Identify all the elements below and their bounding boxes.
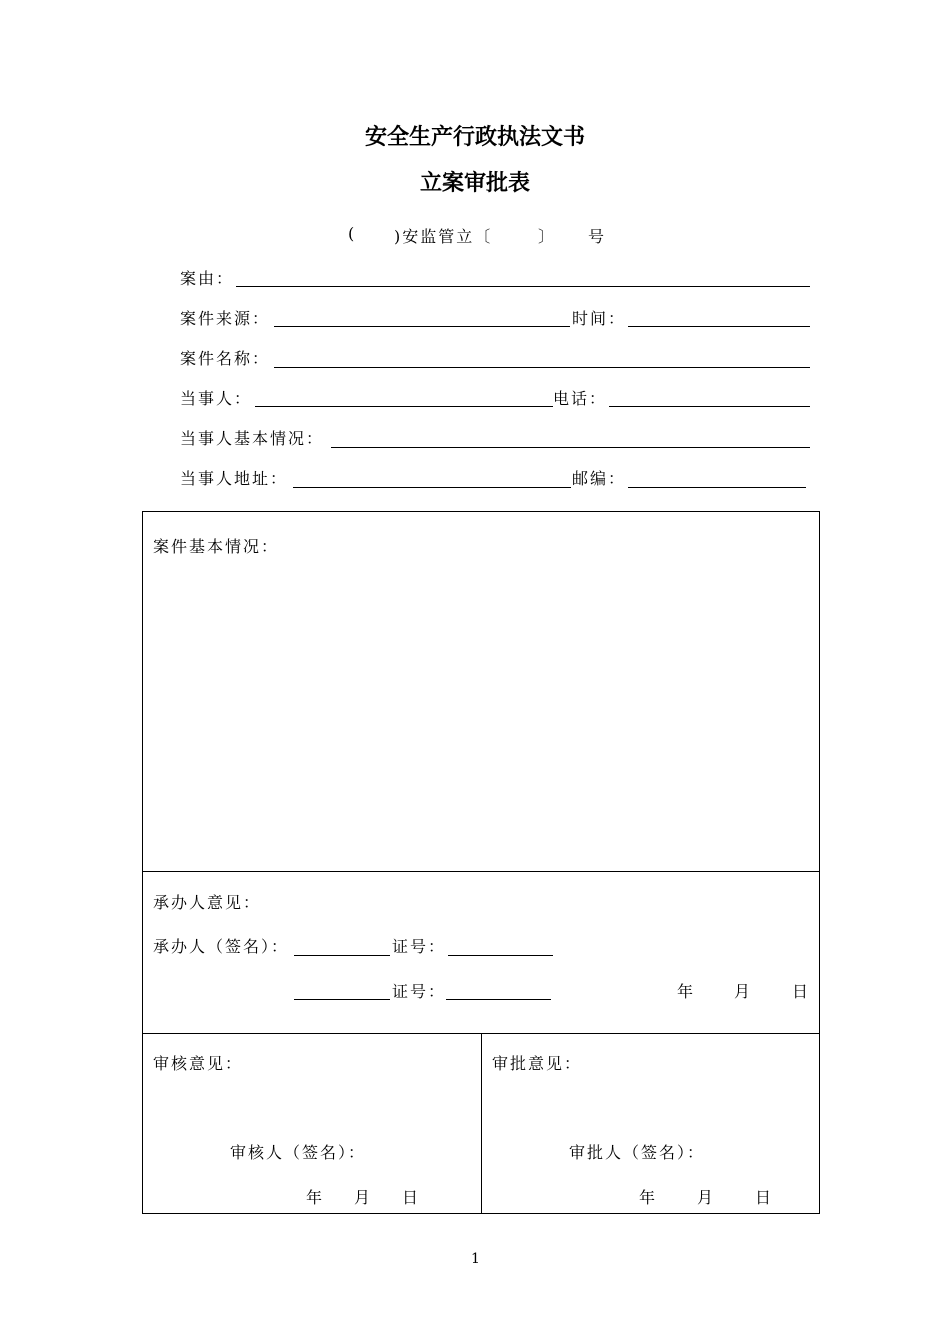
time-field[interactable]: [628, 326, 810, 327]
handler-date-year: 年: [677, 982, 696, 1001]
case-cause-field[interactable]: [236, 286, 810, 287]
table-divider-vertical: [481, 1033, 482, 1214]
postcode-field[interactable]: [628, 487, 806, 488]
case-basic-info-area[interactable]: [150, 560, 812, 860]
doc-number-suffix: 号: [588, 227, 607, 246]
doc-number-year-close: 〕: [538, 227, 557, 246]
case-name-field[interactable]: [274, 367, 810, 368]
cert-no-label-1: 证号：: [392, 937, 447, 956]
handler-sign-field-1[interactable]: [294, 955, 390, 956]
party-label: 当事人：: [180, 389, 253, 408]
case-cause-label: 案由：: [180, 269, 235, 288]
review-opinion-label: 审核意见：: [153, 1054, 244, 1073]
phone-label: 电话：: [553, 389, 608, 408]
time-label: 时间：: [572, 309, 627, 328]
cert-no-field-1[interactable]: [448, 955, 553, 956]
party-basic-info-field[interactable]: [331, 447, 810, 448]
cert-no-field-2[interactable]: [446, 999, 551, 1000]
approval-opinion-label: 审批意见：: [492, 1054, 583, 1073]
case-name-label: 案件名称：: [180, 349, 271, 368]
phone-field[interactable]: [609, 406, 810, 407]
approval-date-month: 月: [697, 1188, 716, 1207]
party-field[interactable]: [255, 406, 553, 407]
handler-date-month: 月: [734, 982, 753, 1001]
review-date-month: 月: [354, 1188, 373, 1207]
party-address-field[interactable]: [293, 487, 571, 488]
case-source-label: 案件来源：: [180, 309, 271, 328]
handler-sign-label: 承办人（签名）：: [153, 937, 290, 956]
table-divider-1: [142, 871, 820, 872]
approval-date-day: 日: [755, 1188, 774, 1207]
form-title: 立案审批表: [419, 171, 530, 196]
approver-sign-label: 审批人（签名）：: [569, 1143, 706, 1162]
reviewer-sign-label: 审核人（签名）：: [230, 1143, 367, 1162]
review-date-day: 日: [402, 1188, 421, 1207]
postcode-label: 邮编：: [572, 469, 627, 488]
review-date-year: 年: [306, 1188, 325, 1207]
handler-sign-field-2[interactable]: [294, 999, 390, 1000]
party-address-label: 当事人地址：: [180, 469, 289, 488]
approval-date-year: 年: [639, 1188, 658, 1207]
cert-no-label-2: 证号：: [392, 982, 447, 1001]
handler-date-day: 日: [792, 982, 811, 1001]
case-source-field[interactable]: [274, 326, 570, 327]
party-basic-info-label: 当事人基本情况：: [180, 429, 325, 448]
handler-opinion-label: 承办人意见：: [153, 893, 262, 912]
doc-number-agency: )安监管立〔: [394, 227, 493, 246]
case-basic-info-label: 案件基本情况：: [153, 537, 280, 556]
page-number: 1: [471, 1251, 480, 1267]
doc-number-open-paren: (: [348, 224, 357, 243]
document-title: 安全生产行政执法文书: [364, 125, 585, 150]
